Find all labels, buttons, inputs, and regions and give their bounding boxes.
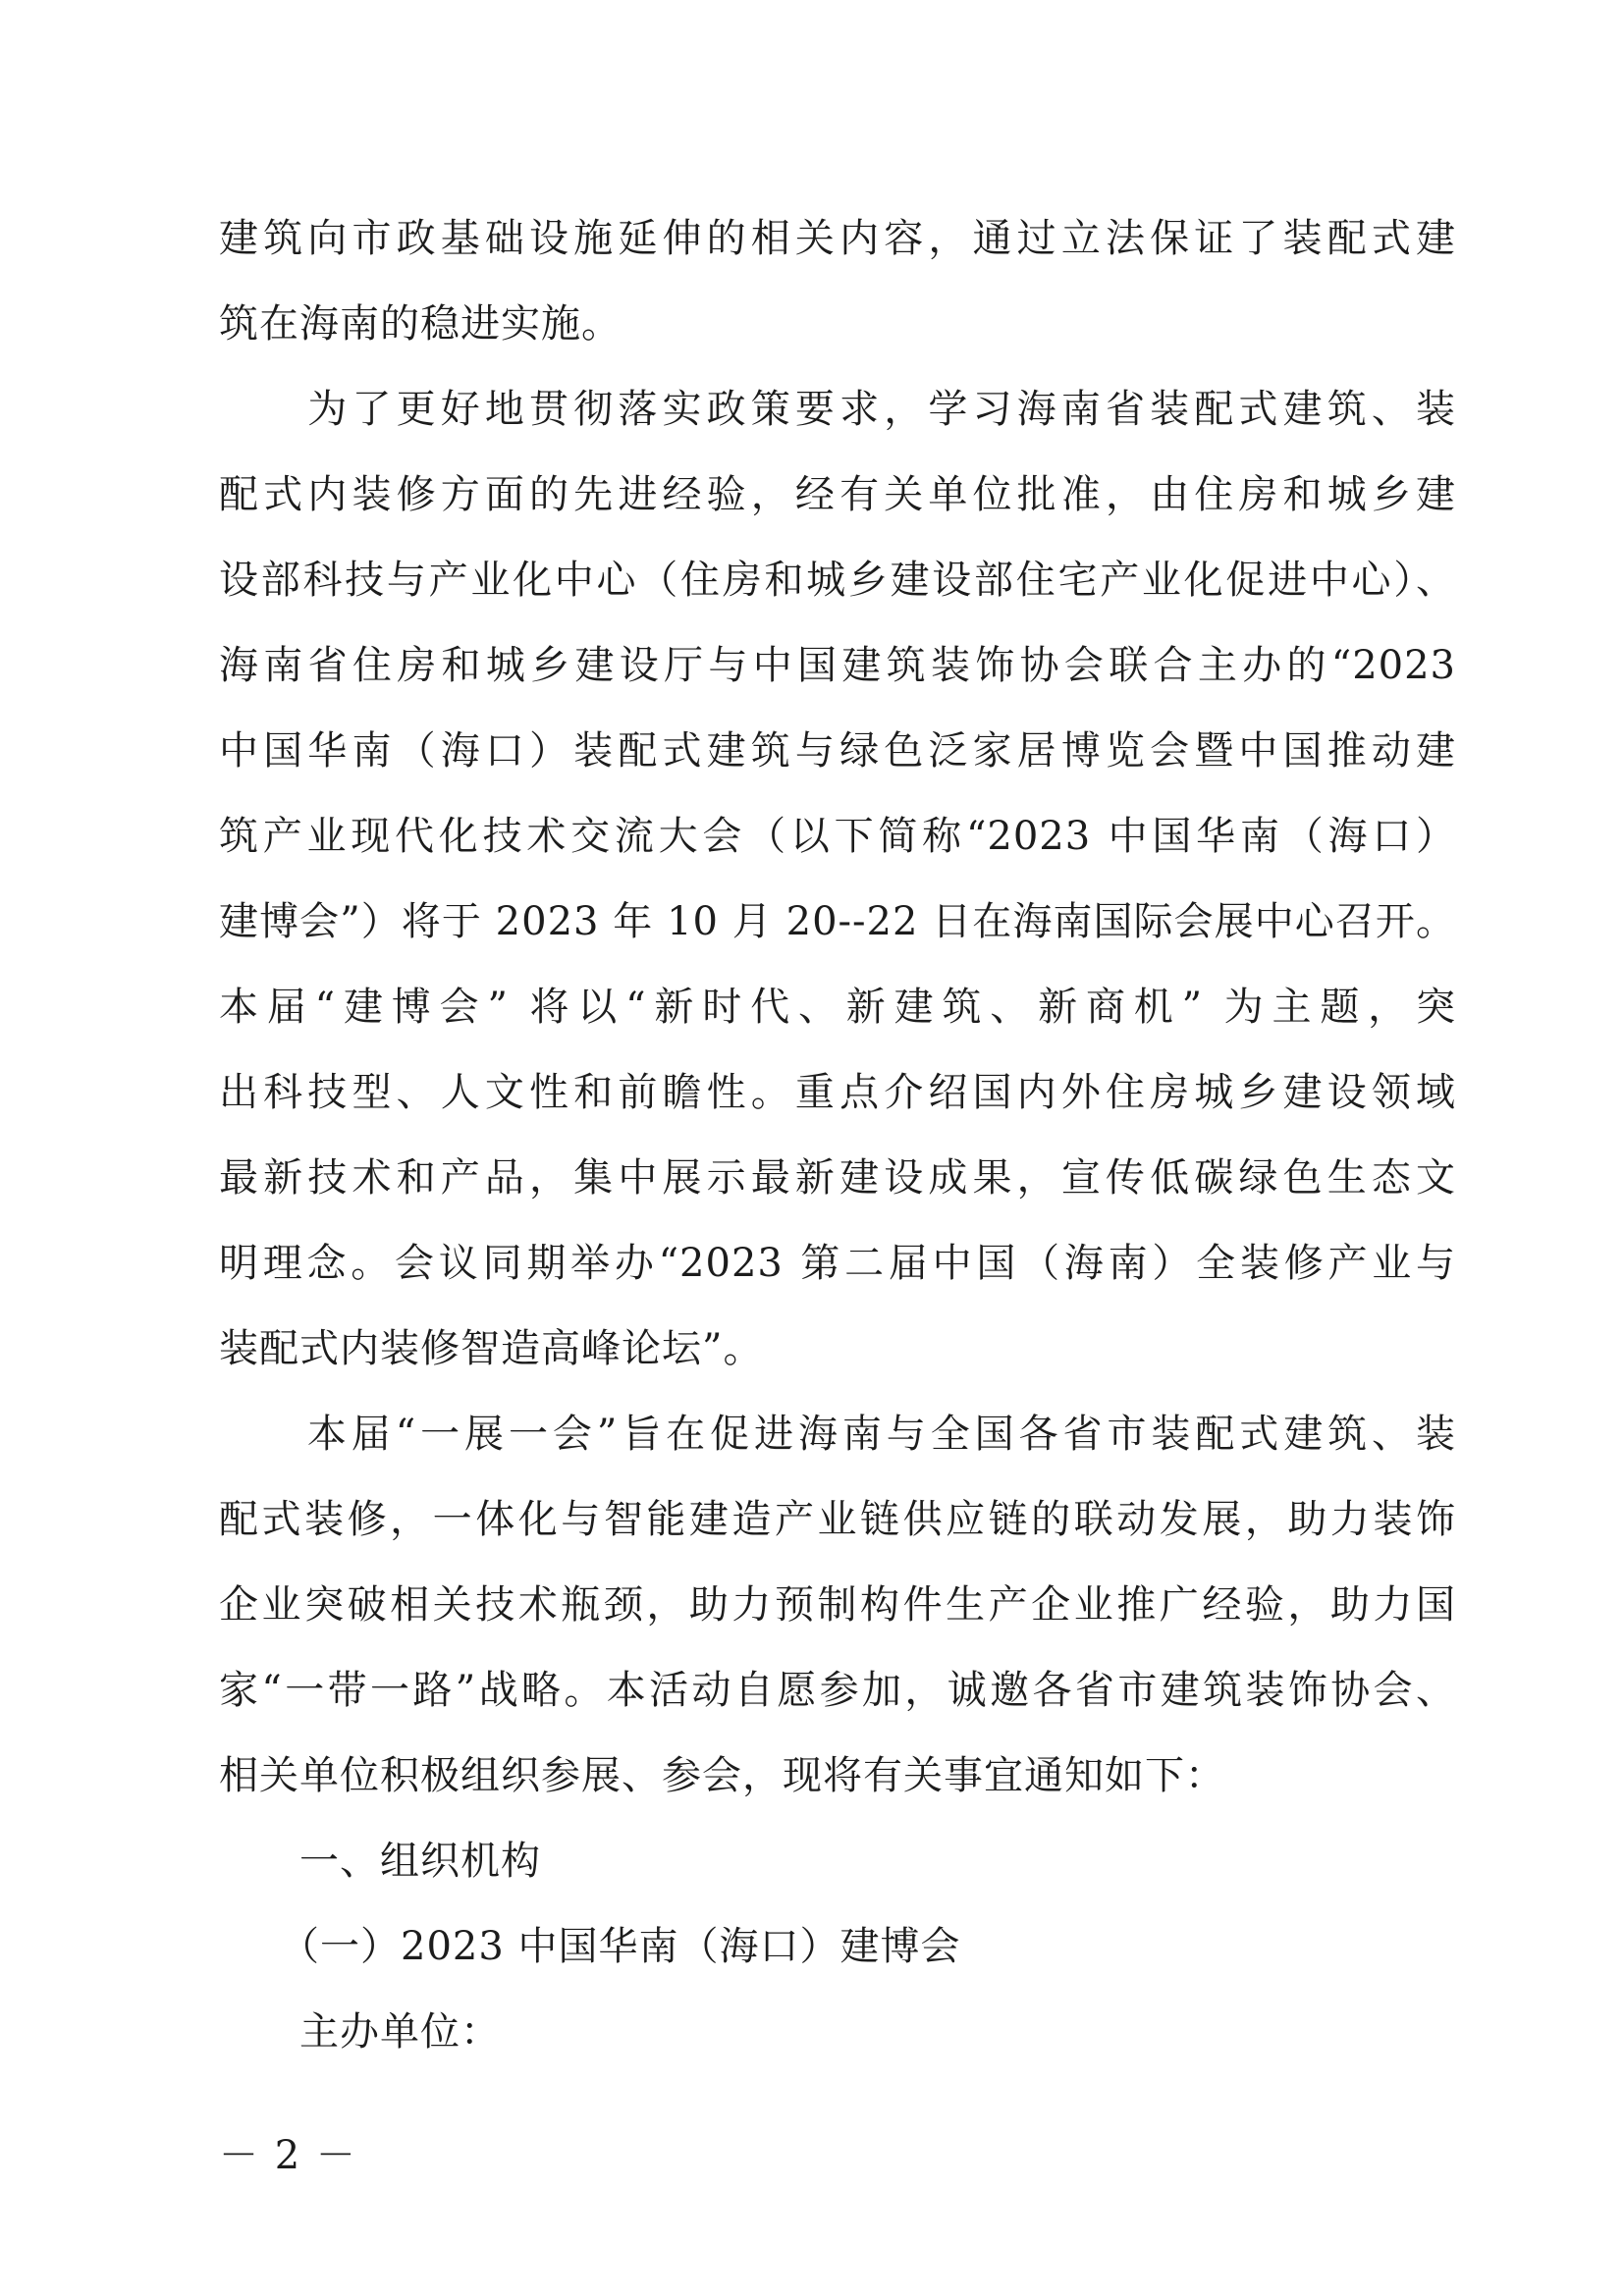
text-line: 建筑向市政基础设施延伸的相关内容，通过立法保证了装配式建 [219,216,1456,261]
text-line: 相关单位积极组织参展、参会，现将有关事宜通知如下： [219,1753,1225,1798]
text-line: 本届“一展一会”旨在促进海南与全国各省市装配式建筑、装 [219,1412,1456,1457]
text-line: 建博会”）将于 2023 年 10 月 20--22 日在海南国际会展中心召开。 [219,899,1456,944]
text-line: 配式内装修方面的先进经验，经有关单位批准，由住房和城乡建 [219,472,1456,517]
text-line: 出科技型、人文性和前瞻性。重点介绍国内外住房城乡建设领域 [219,1070,1456,1115]
text-line: 企业突破相关技术瓶颈，助力预制构件生产企业推广经验，助力国 [219,1582,1456,1628]
text-line: 最新技术和产品，集中展示最新建设成果，宣传低碳绿色生态文 [219,1155,1456,1201]
text-line: 设部科技与产业化中心（住房和城乡建设部住宅产业化促进中心）、 [219,558,1456,603]
text-line: 家“一带一路”战略。本活动自愿参加，诚邀各省市建筑装饰协会、 [219,1668,1456,1713]
text-line: 本届“建博会” 将以“新时代、新建筑、新商机” 为主题，突 [219,985,1456,1030]
text-line: 配式装修，一体化与智能建造产业链供应链的联动发展，助力装饰 [219,1497,1456,1542]
text-line: 中国华南（海口）装配式建筑与绿色泛家居博览会暨中国推动建 [219,728,1456,774]
text-line: 明理念。会议同期举办“2023 第二届中国（海南）全装修产业与 [219,1241,1456,1286]
text-line: 为了更好地贯彻落实政策要求，学习海南省装配式建筑、装 [219,387,1456,432]
text-line: 筑在海南的稳进实施。 [219,301,622,347]
text-line: 主办单位： [219,2009,501,2055]
text-line: 筑产业现代化技术交流大会（以下简称“2023 中国华南（海口） [219,814,1456,859]
text-line: 装配式内装修智造高峰论坛”。 [219,1326,764,1371]
section-heading: 一、组织机构 [219,1839,541,1884]
subsection-heading: （一）2023 中国华南（海口）建博会 [219,1924,961,1969]
page-number: － 2 － [219,2133,357,2178]
text-line: 海南省住房和城乡建设厅与中国建筑装饰协会联合主办的“2023 [219,643,1456,688]
